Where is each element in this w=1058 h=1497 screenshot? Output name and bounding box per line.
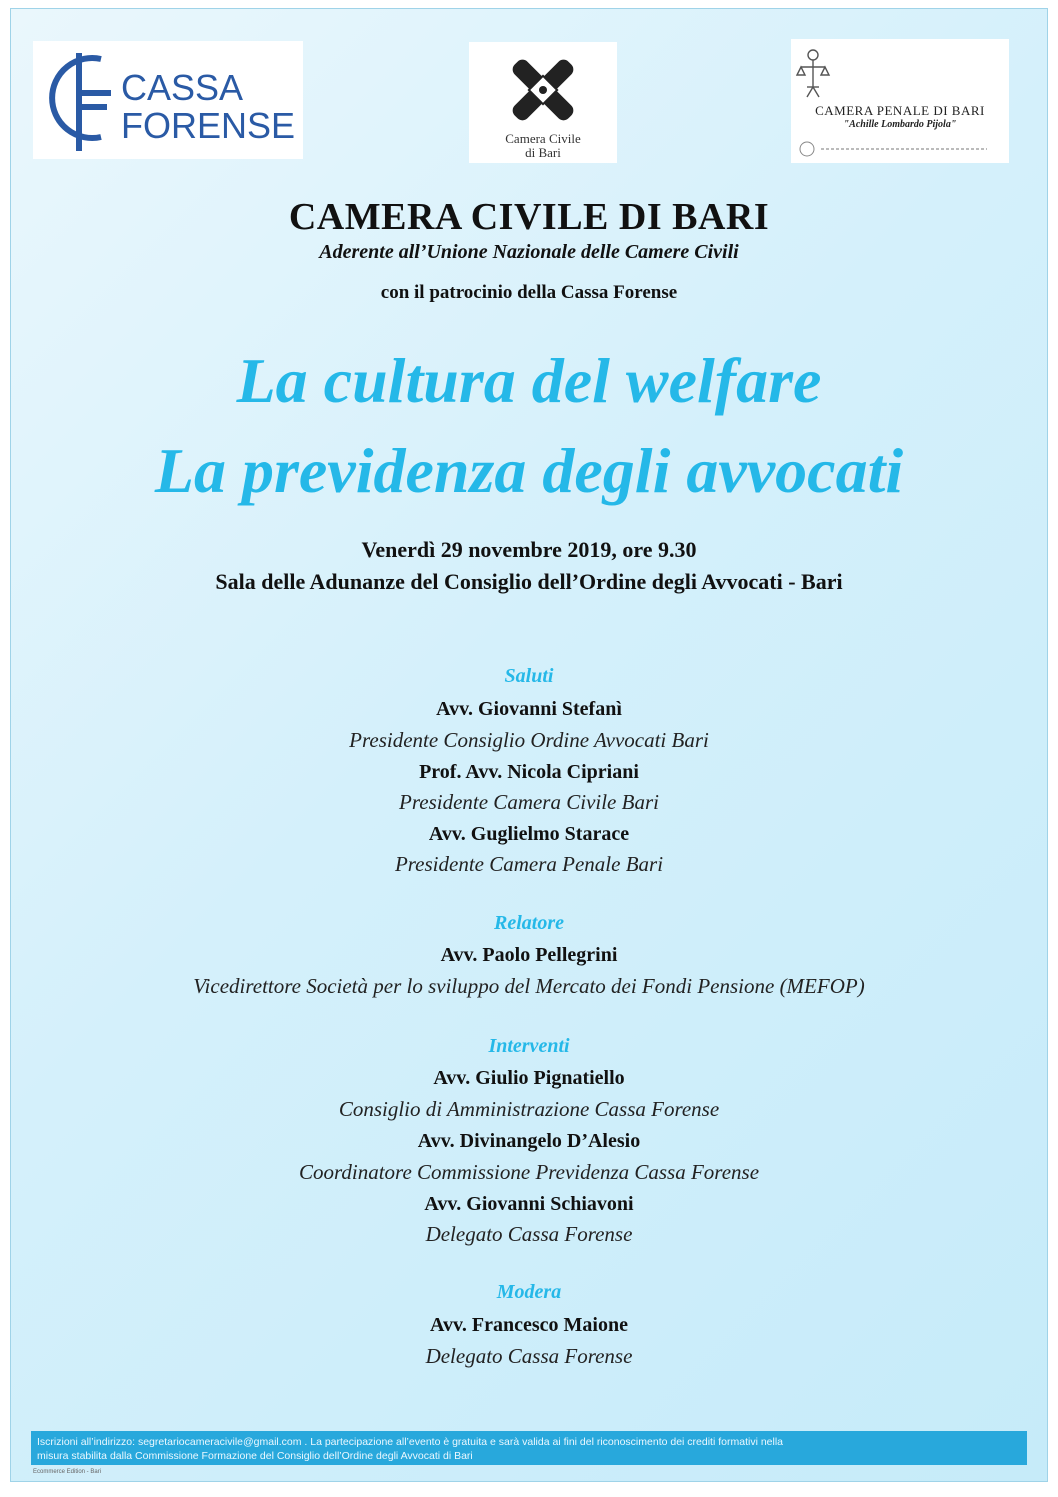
speaker-name: Prof. Avv. Nicola Cipriani xyxy=(419,761,639,783)
event-title-line1: La cultura del welfare xyxy=(236,345,822,416)
speaker-name: Avv. Giulio Pignatiello xyxy=(433,1067,625,1089)
section-modera-label: Modera xyxy=(496,1281,562,1303)
speaker-name: Avv. Giovanni Stefanì xyxy=(436,698,622,720)
speaker-name: Avv. Giovanni Schiavoni xyxy=(424,1193,634,1215)
speaker-name: Avv. Divinangelo D’Alesio xyxy=(417,1130,641,1152)
section-relatore-label: Relatore xyxy=(494,912,564,934)
cc-line2: di Bari xyxy=(525,145,561,160)
cf-monogram-icon xyxy=(33,41,123,159)
section-interventi-label: Interventi xyxy=(488,1035,570,1057)
registration-footer xyxy=(31,1431,1027,1465)
camera-penale-subtitle: "Achille Lombardo Pijola" xyxy=(843,119,957,130)
crossed-scrolls-emblem-icon xyxy=(469,42,617,132)
event-date-time: Venerdì 29 novembre 2019, ore 9.30 xyxy=(361,537,697,562)
organization-title: CAMERA CIVILE DI BARI xyxy=(288,196,770,238)
speaker-role: Presidente Camera Civile Bari xyxy=(399,790,659,814)
camera-penale-title: CAMERA PENALE DI BARI xyxy=(815,103,985,118)
printer-imprint: Ecommerce Edition - Bari xyxy=(33,1469,102,1475)
speaker-role: Vicedirettore Società per lo sviluppo del Mercato dei Fondi Pensione (MEFOP) xyxy=(193,974,865,998)
event-venue: Sala delle Adunanze del Consiglio dell’Ordine degli Avvocati - Bari xyxy=(215,569,843,594)
poster xyxy=(10,8,1048,1482)
speaker-role: Delegato Cassa Forense xyxy=(425,1344,633,1368)
affiliation-line: Aderente all’Unione Nazionale delle Camere Civili xyxy=(319,241,739,263)
cf-line1: CASSA xyxy=(121,67,244,108)
speaker-role: Presidente Consiglio Ordine Avvocati Bari xyxy=(349,728,709,752)
footer-line1: Iscrizioni all’indirizzo: segretariocameracivile@gmail.com . La partecipazione all’evento è gratuita e sarà valida ai fini del riconoscimento dei crediti formativi nella xyxy=(37,1436,783,1448)
justice-statue-icon xyxy=(791,39,1009,101)
cf-line2: FORENSE xyxy=(121,105,296,146)
cc-line1: Camera Civile xyxy=(505,131,581,146)
speaker-role: Consiglio di Amministrazione Cassa Forense xyxy=(338,1097,720,1121)
event-title-line2: La previdenza degli avvocati xyxy=(154,435,904,506)
speaker-role: Presidente Camera Penale Bari xyxy=(394,852,664,876)
footer-line2: misura stabilita dalla Commissione Formazione del Consiglio dell’Ordine degli Avvocati di Bari xyxy=(37,1450,473,1462)
camera-penale-seal-icon xyxy=(791,137,1009,163)
speaker-role: Delegato Cassa Forense xyxy=(425,1222,633,1246)
camera-civile-logo xyxy=(469,42,617,163)
camera-civile-caption xyxy=(469,132,617,160)
cassa-forense-logo xyxy=(33,41,303,159)
cassa-forense-wordmark xyxy=(121,69,295,145)
speaker-name: Avv. Francesco Maione xyxy=(430,1314,628,1336)
section-saluti-label: Saluti xyxy=(504,665,554,687)
patronage-line: con il patrocinio della Cassa Forense xyxy=(380,282,678,303)
camera-penale-logo xyxy=(791,39,1009,163)
speaker-name: Avv. Guglielmo Starace xyxy=(428,823,630,845)
speaker-name: Avv. Paolo Pellegrini xyxy=(440,944,618,966)
speaker-role: Coordinatore Commissione Previdenza Cassa Forense xyxy=(298,1160,760,1184)
